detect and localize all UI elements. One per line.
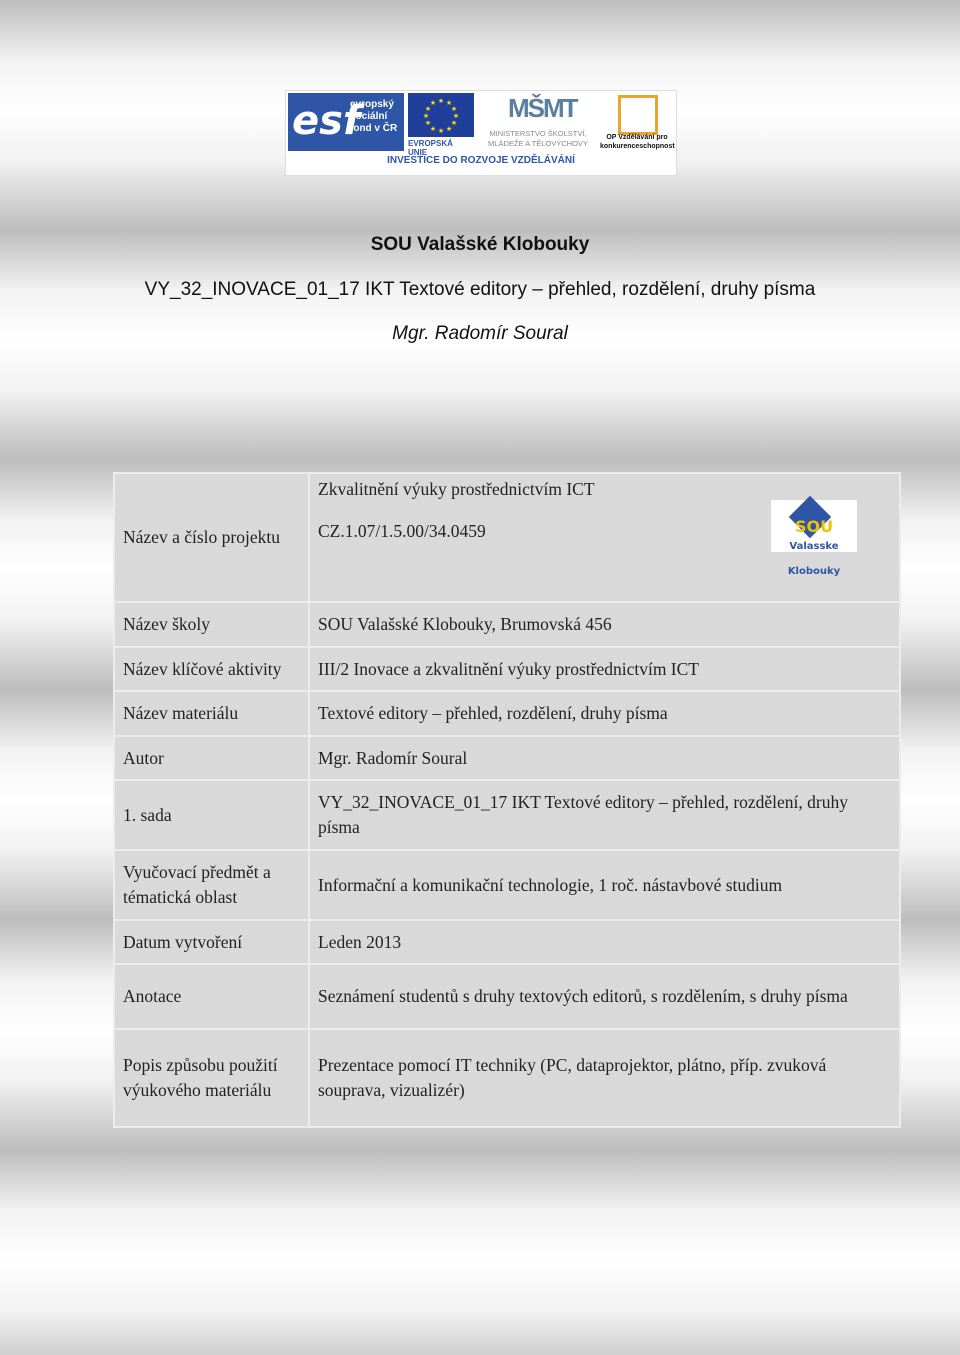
row-label: Anotace [114,964,309,1029]
row-label: Vyučovací předmět a tématická oblast [114,850,309,920]
svg-text:★: ★ [445,126,453,133]
op-logo [600,93,674,151]
row-label: 1. sada [114,780,309,850]
project-cell [309,473,900,602]
material-code-title: VY_32_INOVACE_01_17 IKT Textové editory – přehled, rozdělení, druhy písma [144,279,816,300]
project-label: Název a číslo projektu [114,473,309,602]
table-row [114,850,900,920]
table-row [114,780,900,850]
svg-text:★: ★ [424,106,432,113]
sou-school-logo [771,500,857,577]
school-title: SOU Valašské Klobouky [370,234,590,255]
table-row [114,736,900,780]
material-info-table [113,472,901,1128]
op-caption: OP Vzdělávání pro konkurenceschopnost [600,134,675,150]
row-value: Seznámení studentů s druhy textových editorů, s rozdělením, s druhy písma [309,964,900,1029]
row-value: Leden 2013 [309,920,900,964]
row-label: Název klíčové aktivity [114,647,309,691]
svg-text:★: ★ [437,128,445,135]
op-square-icon [618,95,658,135]
svg-text:★: ★ [445,100,453,107]
table-row [114,691,900,736]
table-row [114,602,900,647]
svg-text:★: ★ [450,106,458,113]
svg-text:★: ★ [424,120,432,127]
row-label: Autor [114,736,309,780]
table-row [114,964,900,1029]
sou-logo-text: SOU [794,517,834,536]
msmt-mark: MŠMT [508,93,577,123]
esf-logo [288,93,404,151]
table-row [114,473,900,602]
row-value: Informační a komunikační technologie, 1 roč. nástavbové studium [309,850,900,920]
row-value: SOU Valašské Klobouky, Brumovská 456 [309,602,900,647]
table-row [114,920,900,964]
eu-flag-logo [408,93,474,157]
svg-text:★: ★ [429,126,437,133]
row-value: VY_32_INOVACE_01_17 IKT Textové editory – přehled, rozdělení, druhy písma [309,780,900,850]
row-label: Název materiálu [114,691,309,736]
row-value: Mgr. Radomír Soural [309,736,900,780]
row-label: Datum vytvoření [114,920,309,964]
row-value: III/2 Inovace a zkvalitnění výuky prostřednictvím ICT [309,647,900,691]
table-row [114,1029,900,1127]
esf-logo-mark: esf [292,98,361,144]
author-name: Mgr. Radomír Soural [392,323,568,344]
project-name: Zkvalitnění výuky prostřednictvím ICT [318,479,595,499]
svg-text:★: ★ [452,113,460,120]
table-row [114,647,900,691]
svg-text:★: ★ [422,113,430,120]
svg-text:★: ★ [437,98,445,105]
svg-text:★: ★ [450,120,458,127]
project-number: CZ.1.07/1.5.00/34.0459 [318,521,486,541]
eu-caption: EVROPSKÁ UNIE [408,139,453,157]
banner-footer: INVESTICE DO ROZVOJE VZDĚLÁVÁNÍ [387,155,575,166]
msmt-caption: MINISTERSTVO ŠKOLSTVÍ, MLÁDEŽE A TĚLOVÝCHOVY [488,129,588,148]
row-value: Prezentace pomocí IT techniky (PC, dataprojektor, plátno, příp. zvuková souprava, vizualizér) [309,1029,900,1127]
msmt-logo [478,93,598,151]
esf-logo-text: evropský sociální fond v ČR [350,99,398,134]
svg-text:★: ★ [429,100,437,107]
sou-logo-subtext: Valasske Klobouky [787,541,841,577]
row-value: Textové editory – přehled, rozdělení, druhy písma [309,691,900,736]
row-label: Název školy [114,602,309,647]
funding-logos-banner [285,90,677,176]
row-label: Popis způsobu použití výukového materiálu [114,1029,309,1127]
eu-flag-icon [408,93,474,137]
